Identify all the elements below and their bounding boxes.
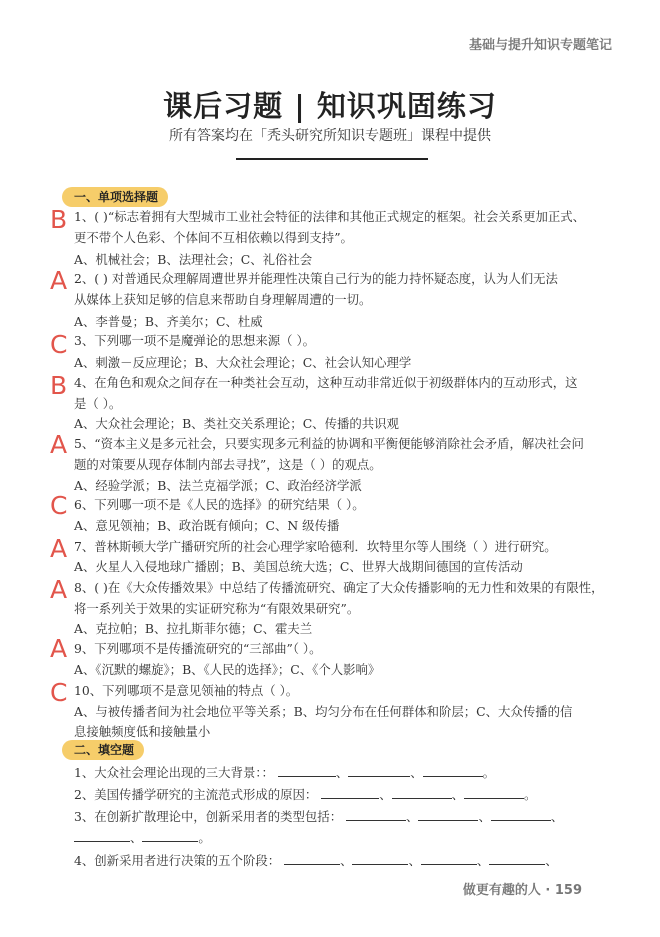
question-9-line-1: 9、下列哪项不是传播流研究的“三部曲”（ ）。 — [74, 641, 322, 656]
blank-field[interactable] — [418, 808, 478, 821]
fill-question-4-text: 4、创新采用者进行决策的五个阶段： — [74, 853, 281, 868]
handwritten-answer-mark: A — [50, 534, 68, 563]
fill-question-2-text: 2、美国传播学研究的主流范式形成的原因： — [74, 787, 318, 802]
question-9-options: A、《沉默的螺旋》；B、《人民的选择》；C、《个人影响》 — [74, 662, 381, 677]
blank-field[interactable] — [423, 764, 483, 777]
question-4-line-2: 是（ ）。 — [74, 396, 122, 411]
blank-field[interactable] — [284, 852, 340, 865]
question-1-line-1: 1、( )“标志着拥有大型城市工业社会特征的法律和其他正式规定的框架。社会关系更加正式、 — [74, 209, 586, 224]
blank-field[interactable] — [491, 808, 551, 821]
handwritten-answer-mark: C — [50, 678, 68, 707]
fill-question-3-cont: 、 。 — [74, 827, 594, 848]
title-divider — [236, 158, 428, 160]
question-10-line-1: 10、下列哪项不是意见领袖的特点（ ）。 — [74, 683, 299, 698]
question-5-line-2: 题的对策要从现存体制内部去寻找”，这是（ ）的观点。 — [74, 457, 382, 472]
question-3-options: A、刺激－反应理论；B、大众社会理论；C、社会认知心理学 — [74, 355, 412, 370]
fill-question-4: 4、创新采用者进行决策的五个阶段： 、 、 、 、 — [74, 853, 558, 868]
blank-field[interactable] — [142, 829, 198, 842]
question-10-options-cont: 息接触频度低和接触量小 — [74, 724, 211, 739]
question-4-line-1: 4、在角色和观众之间存在一种类社会互动，这种互动非常近似于初级群体内的互动形式，这 — [74, 375, 578, 390]
handwritten-answer-mark: A — [50, 266, 68, 295]
question-3-line-1: 3、下列哪一项不是魔弹论的思想来源（ ）。 — [74, 333, 316, 348]
page-title: 课后习题 | 知识巩固练习 — [163, 89, 497, 123]
blank-field[interactable] — [489, 852, 545, 865]
question-6-line-1: 6、下列哪一项不是《人民的选择》的研究结果（ ）。 — [74, 497, 365, 512]
fill-question-2: 2、美国传播学研究的主流范式形成的原因： 、 、 。 — [74, 787, 537, 802]
question-8-line-2: 将一系列关于效果的实证研究称为“有限效果研究”。 — [74, 601, 360, 616]
blank-field[interactable] — [421, 852, 477, 865]
blank-field[interactable] — [464, 786, 524, 799]
page-footer: 做更有趣的人 · 159 — [462, 883, 582, 898]
question-6-options: A、意见领袖；B、政治既有倾向；C、N 级传播 — [74, 518, 340, 533]
question-4-options: A、大众社会理论；B、类社交关系理论；C、传播的共识观 — [74, 416, 399, 431]
blank-field[interactable] — [346, 808, 406, 821]
question-1-line-2: 更不带个人色彩、个体间不互相依赖以得到支持”。 — [74, 230, 353, 245]
handwritten-answer-mark: C — [50, 491, 68, 520]
handwritten-answer-mark: C — [50, 330, 68, 359]
question-8-options: A、克拉帕；B、拉扎斯菲尔德；C、霍夫兰 — [74, 621, 313, 636]
question-5-line-1: 5、“资本主义是多元社会，只要实现多元利益的协调和平衡便能够消除社会矛盾，解决社会问 — [74, 436, 584, 451]
question-1-options: A、机械社会；B、法理社会；C、礼俗社会 — [74, 252, 313, 267]
handwritten-answer-mark: B — [50, 371, 68, 400]
page-subtitle: 所有答案均在「秃头研究所知识专题班」课程中提供 — [169, 128, 491, 144]
handwritten-answer-mark: A — [50, 575, 68, 604]
question-8-line-1: 8、( )在《大众传播效果》中总结了传播流研究、确定了大众传播影响的无力性和效果的有限性， — [74, 580, 604, 595]
fill-question-1: 1、大众社会理论出现的三大背景：： 、 、 。 — [74, 765, 496, 780]
question-5-options: A、经验学派；B、法兰克福学派；C、政治经济学派 — [74, 478, 362, 493]
question-7-options: A、火星人入侵地球广播剧；B、美国总统大选；C、世界大战期间德国的宣传活动 — [74, 559, 523, 574]
fill-question-3: 3、在创新扩散理论中，创新采用者的类型包括： 、 、 、 — [74, 809, 564, 824]
question-7-line-1: 7、普林斯顿大学广播研究所的社会心理学家哈德利．坎特里尔等人围绕（ ）进行研究。 — [74, 539, 557, 554]
fill-question-3-text: 3、在创新扩散理论中，创新采用者的类型包括： — [74, 809, 343, 824]
blank-field[interactable] — [392, 786, 452, 799]
handwritten-answer-mark: B — [50, 205, 68, 234]
question-2-options: A、李普曼；B、齐美尔；C、杜威 — [74, 314, 263, 329]
fill-question-1-text: 1、大众社会理论出现的三大背景：： — [74, 765, 274, 780]
section-heading-fill: 二、填空题 — [62, 740, 144, 760]
blank-field[interactable] — [352, 852, 408, 865]
question-2-line-2: 从媒体上获知足够的信息来帮助自身理解周遭的一切。 — [74, 292, 372, 307]
blank-field[interactable] — [321, 786, 379, 799]
blank-field[interactable] — [278, 764, 336, 777]
handwritten-answer-mark: A — [50, 430, 68, 459]
blank-field[interactable] — [348, 764, 410, 777]
running-header: 基础与提升知识专题笔记 — [468, 38, 612, 53]
section-heading-choice: 一、单项选择题 — [62, 187, 168, 207]
question-2-line-1: 2、( ) 对普通民众理解周遭世界并能理性决策自己行为的能力持怀疑态度，认为人们无法 — [74, 271, 558, 286]
blank-field[interactable] — [74, 829, 130, 842]
question-10-options: A、与被传播者间为社会地位平等关系；B、均匀分布在任何群体和阶层；C、大众传播的信 — [74, 704, 573, 719]
handwritten-answer-mark: A — [50, 634, 68, 663]
